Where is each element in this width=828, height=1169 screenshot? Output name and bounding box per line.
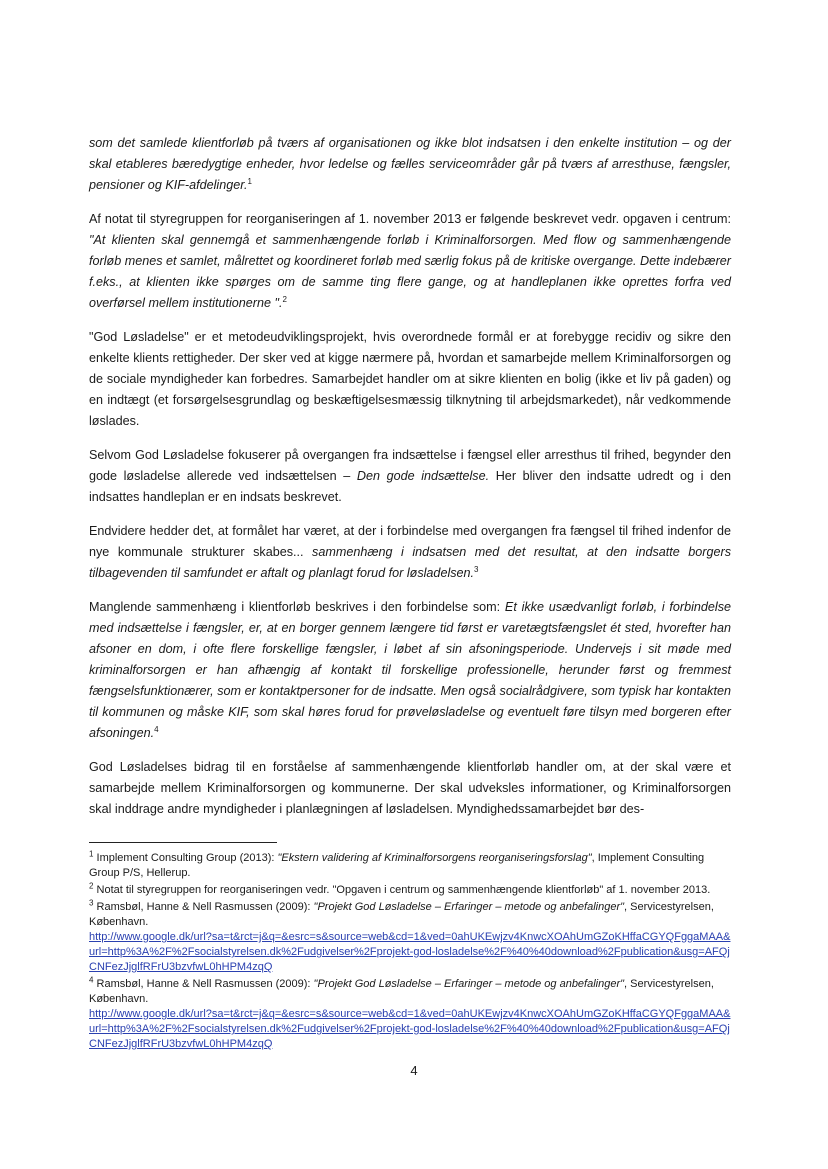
text-run: Implement Consulting Group (2013):: [93, 852, 278, 864]
italic-text: Den gode indsættelse.: [356, 469, 490, 483]
footnote-link[interactable]: http://www.google.dk/url?sa=t&rct=j&q=&esrc=s&source=web&cd=1&ved=0ahUKEwjzv4KnwcXOAhUmGZoKHffaCGYQFggaMAA&url=http%3A%2F%2Fsocialstyrelsen.dk%2Fudgivelser%2Fprojekt-god-losladelse%2F%40%40download%2Fpublication&usg=AFQjCNFezJjglfRFrU3bzvfwL0hHPM4zqQ: [89, 931, 731, 973]
text-run: "God Løsladelse" er et metodeudviklingsprojekt, hvis overordnede formål er at forebygge recidiv og sikre den enkelte klients rettigheder. Der sker ved at kigge nærmere på, hvordan et samarbejde mellem Kriminalforsorgen og de sociale myndigheder kan forbedres. Samarbejdet handler om at sikre klienten en bolig (ikke et liv på gaden) og en indtægt (et forsørgelsesgrundlag og beskæftigelsesmæssig tilknytning til arbejdsmarkedet), når vedkommende løslades.: [89, 330, 731, 428]
italic-text: Et ikke usædvanligt forløb, i forbindelse med indsættelse i fængsler, er, at en borger gennem længere tid først er varetægtsfængslet ét sted, hvorefter han afsoner en dom, i ofte flere forskellige fængsler, i løbet af sin afsoningsperiode. Undervejs i sit møde med kriminalforsorgen er han afhængig af kontakt til forskellige professionelle, herunder først og fremmest fængselsfunktionærer, som er kontaktpersoner for de indsatte. Men også socialrådgivere, som typisk har kontakten til kommunen og måske KIF, som skal høres forud for prøveløsladelse og eventuelt føre tilsyn med borgeren efter afsoningen.: [89, 600, 731, 740]
italic-text: "Ekstern validering af Kriminalforsorgens reorganiseringsforslag": [277, 852, 592, 864]
footnote: [89, 900, 731, 975]
text-run: , Implement Consulting Group P/S, Hellerup.: [89, 852, 705, 879]
paragraph: [89, 327, 731, 432]
paragraph: [89, 597, 731, 744]
footnote-reference: 4: [154, 724, 159, 734]
italic-text: sammenhæng i indsatsen med det resultat, at den indsatte borgers tilbagevenden til samfundet er aftalt og planlagt forud for løsladelsen.: [89, 545, 732, 580]
footnote-reference: 1: [89, 849, 94, 859]
page-number: 4: [410, 1063, 418, 1078]
text-run: Selvom God Løsladelse fokuserer på overgangen fra indsættelse i fængsel eller arresthus til frihed, begynder den gode løsladelse allerede ved indsættelsen –: [89, 448, 731, 483]
text-run: Manglende sammenhæng i klientforløb beskrives i den forbindelse som:: [89, 600, 505, 614]
footnotes: [89, 851, 731, 1052]
text-run: Her bliver den indsatte udredt og i den indsattes handleplan er en indsats beskrevet.: [89, 469, 731, 504]
paragraph: [89, 133, 731, 196]
footnote-link[interactable]: http://www.google.dk/url?sa=t&rct=j&q=&esrc=s&source=web&cd=1&ved=0ahUKEwjzv4KnwcXOAhUmGZoKHffaCGYQFggaMAA&url=http%3A%2F%2Fsocialstyrelsen.dk%2Fudgivelser%2Fprojekt-god-losladelse%2F%40%40download%2Fpublication&usg=AFQjCNFezJjglfRFrU3bzvfwL0hHPM4zqQ: [89, 1008, 731, 1050]
text-run: Af notat til styregruppen for reorganiseringen af 1. november 2013 er følgende beskrevet vedr. opgaven i centrum:: [89, 212, 731, 226]
footnote-reference: 2: [89, 881, 94, 891]
paragraph: [89, 521, 731, 584]
italic-text: som det samlede klientforløb på tværs af organisationen og ikke blot indsatsen i den enkelte institution – og der skal etableres bæredygtige enheder, hvor ledelse og fælles serviceområder går på tværs af arresthuse, fængsler, pensioner og KIF-afdelinger.: [89, 136, 731, 192]
italic-text: "Projekt God Løsladelse – Erfaringer – metode og anbefalinger": [313, 978, 625, 990]
italic-text: "Projekt God Løsladelse – Erfaringer – metode og anbefalinger": [313, 901, 625, 913]
footnote: [89, 851, 731, 881]
text-run: Ramsbøl, Hanne & Nell Rasmussen (2009):: [93, 978, 314, 990]
text-run: , Servicestyrelsen, København.: [89, 901, 714, 928]
document-page: [89, 133, 731, 1054]
paragraph: [89, 757, 731, 820]
text-run: Ramsbøl, Hanne & Nell Rasmussen (2009):: [93, 901, 314, 913]
footnote-reference: 3: [89, 898, 94, 908]
text-run: Endvidere hedder det, at formålet har været, at der i forbindelse med overgangen fra fængsel til frihed indenfor de nye kommunale strukturer skabes...: [89, 524, 731, 559]
paragraph: [89, 209, 731, 314]
text-run: Notat til styregruppen for reorganiseringen vedr. "Opgaven i centrum og sammenhængende klientforløb" af 1. november 2013.: [93, 884, 711, 896]
paragraph: [89, 445, 731, 508]
footnote: [89, 977, 731, 1052]
footnote-reference: 2: [282, 294, 287, 304]
italic-text: "At klienten skal gennemgå et sammenhængende forløb i Kriminalforsorgen. Med flow og sammenhængende forløb menes et samlet, målrettet og koordineret forløb med særlig fokus på de kritiske overgange. Dette indebærer f.eks., at klienten ikke spørges om de samme ting flere gange, og at handleplanen ikke oprettes forfra ved overførsel mellem institutionerne ".: [89, 233, 731, 310]
footnote-reference: 3: [474, 564, 479, 574]
footnote: [89, 883, 731, 898]
text-run: God Løsladelses bidrag til en forståelse af sammenhængende klientforløb handler om, at der skal være et samarbejde mellem Kriminalforsorgen og kommunerne. Der skal udveksles informationer, og Kriminalforsorgen skal inddrage andre myndigheder i planlægningen af løsladelsen. Myndighedssamarbejdet bør des-: [89, 760, 731, 816]
body-text: [89, 133, 731, 820]
footnote-reference: 4: [89, 975, 94, 985]
footnote-reference: 1: [247, 176, 252, 186]
text-run: , Servicestyrelsen, København.: [89, 978, 714, 1005]
footnote-separator: [89, 842, 277, 843]
